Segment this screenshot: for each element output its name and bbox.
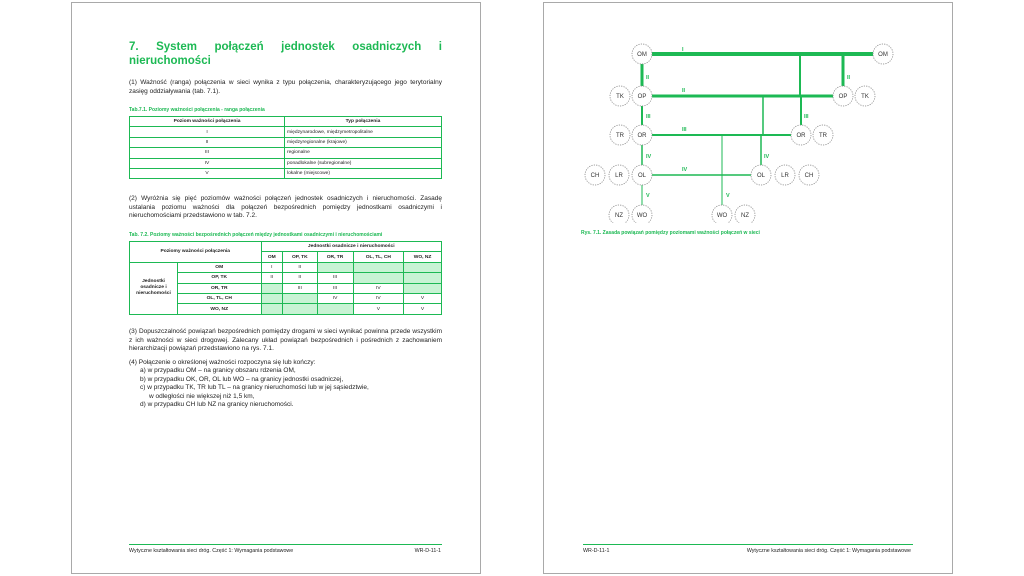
- svg-text:NZ: NZ: [615, 213, 623, 219]
- list-item-continuation: w odległości nie większej niż 1,5 km,: [149, 392, 255, 400]
- node-lr: [609, 165, 629, 185]
- node-tr: [610, 125, 630, 145]
- svg-text:CH: CH: [804, 173, 814, 179]
- list-marker: a): [140, 367, 146, 375]
- svg-text:TK: TK: [616, 94, 624, 100]
- svg-text:OL: OL: [637, 173, 647, 179]
- table-group-header: Jednostki osadnicze i nieruchomości: [261, 242, 442, 252]
- svg-text:LR: LR: [781, 173, 789, 179]
- table-row: [130, 137, 442, 147]
- list-marker: b): [140, 375, 146, 383]
- table-cell: [317, 304, 353, 314]
- table-cell: IV: [353, 293, 404, 303]
- svg-text:CH: CH: [590, 173, 600, 179]
- paragraph-1: (1) Ważność (ranga) połączenia w sieci wynika z typu połączenia, charakteryzującego jego terytorialny zasięg oddziaływania (tab. 7.1).: [129, 79, 442, 95]
- svg-text:TR: TR: [616, 133, 624, 139]
- table-cell: V: [130, 168, 285, 178]
- table-col-header: WO, NZ: [404, 252, 442, 262]
- node-nz: [609, 205, 629, 223]
- table-cell: II: [130, 137, 285, 147]
- table-row: [130, 168, 442, 178]
- list-item: [129, 376, 442, 384]
- table-cell: [353, 262, 404, 272]
- svg-text:OP: OP: [838, 94, 848, 100]
- table-row-header: OP, TK: [178, 273, 262, 283]
- table-header-row: [130, 242, 442, 252]
- table-cell: [261, 304, 283, 314]
- node-or: [791, 125, 811, 145]
- table-header-cell: Typ połączenia: [285, 117, 442, 127]
- node-ch: [585, 165, 605, 185]
- level-label-III: III: [646, 114, 651, 120]
- table-cell: [283, 304, 318, 314]
- table-header-cell: Poziom ważności połączenia: [130, 117, 285, 127]
- table-row: [130, 158, 442, 168]
- node-op: [833, 86, 853, 106]
- table-cell: III: [130, 148, 285, 158]
- svg-text:OM: OM: [878, 52, 888, 58]
- table-col-header: OM: [261, 252, 283, 262]
- level-label-IV: IV: [682, 167, 688, 173]
- table-cell: II: [283, 262, 318, 272]
- list-intro: (4) Połączenie o określonej ważności rozpoczyna się lub kończy:: [129, 359, 316, 366]
- table-cell: [353, 273, 404, 283]
- list-item-text: w przypadku OM – na granicy obszaru rdzenia OM,: [147, 367, 296, 375]
- table-cell: IV: [317, 293, 353, 303]
- conditions-list: [129, 359, 442, 409]
- node-tr: [813, 125, 833, 145]
- node-lr: [775, 165, 795, 185]
- svg-text:OR: OR: [796, 133, 806, 139]
- table-row-group-header: Jednostki osadnicze i nieruchomości: [130, 262, 178, 314]
- level-label-V: V: [726, 193, 730, 199]
- table-row-header: OR, TR: [178, 283, 262, 293]
- table-cell: III: [317, 273, 353, 283]
- table-row: [130, 262, 442, 272]
- list-marker: d): [140, 401, 146, 409]
- footer-divider: [583, 544, 913, 545]
- table-header-row: [130, 117, 442, 127]
- node-op: [632, 86, 652, 106]
- node-tk: [610, 86, 630, 106]
- table-cell: I: [261, 262, 283, 272]
- table-cell: V: [404, 304, 442, 314]
- table-2: [129, 241, 442, 315]
- level-label-IV: IV: [646, 154, 652, 160]
- table-1-caption: Tab.7.1. Poziomy ważności połączenia - ranga połączenia: [129, 107, 265, 113]
- level-label-III: III: [804, 114, 809, 120]
- list-item-text: w przypadku OK, OR, OL lub WO – na granicy jednostki osadniczej,: [147, 375, 344, 383]
- node-wo: [712, 205, 732, 223]
- list-marker: c): [140, 384, 146, 392]
- table-cell: międzynarodowe, międzymetropolitalne: [285, 127, 442, 137]
- hierarchy-diagram: [544, 3, 954, 223]
- level-label-V: V: [646, 193, 650, 199]
- node-ch: [799, 165, 819, 185]
- figure-caption: Rys. 7.1. Zasada powiązań pomiędzy poziomami ważności połączeń w sieci: [581, 230, 760, 236]
- svg-text:OP: OP: [637, 94, 647, 100]
- node-ol: [632, 165, 652, 185]
- list-item: [129, 367, 442, 375]
- node-om: [632, 44, 652, 64]
- table-cell: III: [317, 283, 353, 293]
- table-cell: V: [353, 304, 404, 314]
- svg-text:TR: TR: [819, 133, 827, 139]
- footer-title: Wytyczne kształtowania sieci dróg. Część 1: Wymagania podstawowe: [129, 548, 294, 554]
- node-wo: [632, 205, 652, 223]
- level-label-II: II: [847, 75, 851, 81]
- svg-text:NZ: NZ: [741, 213, 749, 219]
- footer-doc-code: WR-D-11-1: [414, 548, 441, 554]
- svg-text:TK: TK: [861, 94, 869, 100]
- table-cell: regionalne: [285, 148, 442, 158]
- document-page-right: [543, 2, 953, 574]
- paragraph-2: (2) Wyróżnia się pięć poziomów ważności połączeń jednostek osadniczych i nieruchomości. Zasadę ustalania poziomu ważności dla połączeń bezpośrednich pomiędzy jednostkami osadniczymi i nieruchomościami przedstawiono w tab. 7.2.: [129, 195, 442, 220]
- list-item-text: w przypadku CH lub NZ na granicy nieruchomości.: [147, 401, 294, 409]
- table-cell: [404, 273, 442, 283]
- level-label-IV: IV: [764, 154, 770, 160]
- svg-text:OM: OM: [637, 52, 647, 58]
- table-cell: IV: [130, 158, 285, 168]
- list-item-text: w przypadku TK, TR lub TL – na granicy nieruchomości lub w jej sąsiedztwie,: [147, 384, 369, 392]
- table-cell: [283, 293, 318, 303]
- paragraph-3: (3) Dopuszczalność powiązań bezpośrednich pomiędzy drogami w sieci wynikać powinna przede wszystkim z ich ważności w sieci drogowej. Zalecany układ powiązań bezpośrednich i pośrednich z zachowaniem hierarchizacji powiązań przedstawiono na rys. 7.1.: [129, 328, 442, 353]
- table-row-header: OL, TL, CH: [178, 293, 262, 303]
- node-tk: [855, 86, 875, 106]
- document-page-left: [71, 2, 481, 574]
- node-or: [632, 125, 652, 145]
- table-cell: IV: [353, 283, 404, 293]
- table-cell: I: [130, 127, 285, 137]
- footer-title: Wytyczne kształtowania sieci dróg. Część 1: Wymagania podstawowe: [746, 548, 911, 554]
- table-cell: III: [283, 283, 318, 293]
- level-label-III: III: [682, 127, 687, 133]
- node-ol: [751, 165, 771, 185]
- level-label-II: II: [682, 88, 686, 94]
- table-cell: II: [261, 273, 283, 283]
- table-corner-cell: Poziomy ważności połączenia: [130, 242, 262, 263]
- table-cell: V: [404, 293, 442, 303]
- table-row: [130, 148, 442, 158]
- table-cell: ponadlokalne (subregionalne): [285, 158, 442, 168]
- level-label-I: I: [682, 47, 684, 53]
- table-cell: [261, 293, 283, 303]
- list-item: [129, 401, 442, 409]
- svg-text:WO: WO: [716, 213, 728, 219]
- table-row: [130, 127, 442, 137]
- table-cell: II: [283, 273, 318, 283]
- table-row-header: OM: [178, 262, 262, 272]
- node-om: [873, 44, 893, 64]
- table-cell: międzyregionalne (krajowe): [285, 137, 442, 147]
- svg-text:WO: WO: [636, 213, 648, 219]
- table-cell: lokalne (miejscowe): [285, 168, 442, 178]
- node-nz: [735, 205, 755, 223]
- table-cell: [404, 262, 442, 272]
- list-item: [129, 384, 442, 401]
- table-col-header: OL, TL, CH: [353, 252, 404, 262]
- table-col-header: OR, TR: [317, 252, 353, 262]
- table-col-header: OP, TK: [283, 252, 318, 262]
- footer-divider: [129, 544, 442, 545]
- svg-text:OR: OR: [637, 133, 647, 139]
- svg-text:OL: OL: [756, 173, 766, 179]
- level-label-II: II: [646, 75, 650, 81]
- table-row-header: WO, NZ: [178, 304, 262, 314]
- table-1: [129, 116, 442, 179]
- table-cell: [404, 283, 442, 293]
- footer-doc-code: WR-D-11-1: [583, 548, 610, 554]
- table-cell: [261, 283, 283, 293]
- table-2-caption: Tab. 7.2. Poziomy ważności bezpośrednich połączeń między jednostkami osadniczymi i nieruchomościami: [129, 232, 383, 238]
- svg-text:LR: LR: [615, 173, 623, 179]
- section-title: 7. System połączeń jednostek osadniczych i nieruchomości: [129, 41, 442, 67]
- table-cell: [317, 262, 353, 272]
